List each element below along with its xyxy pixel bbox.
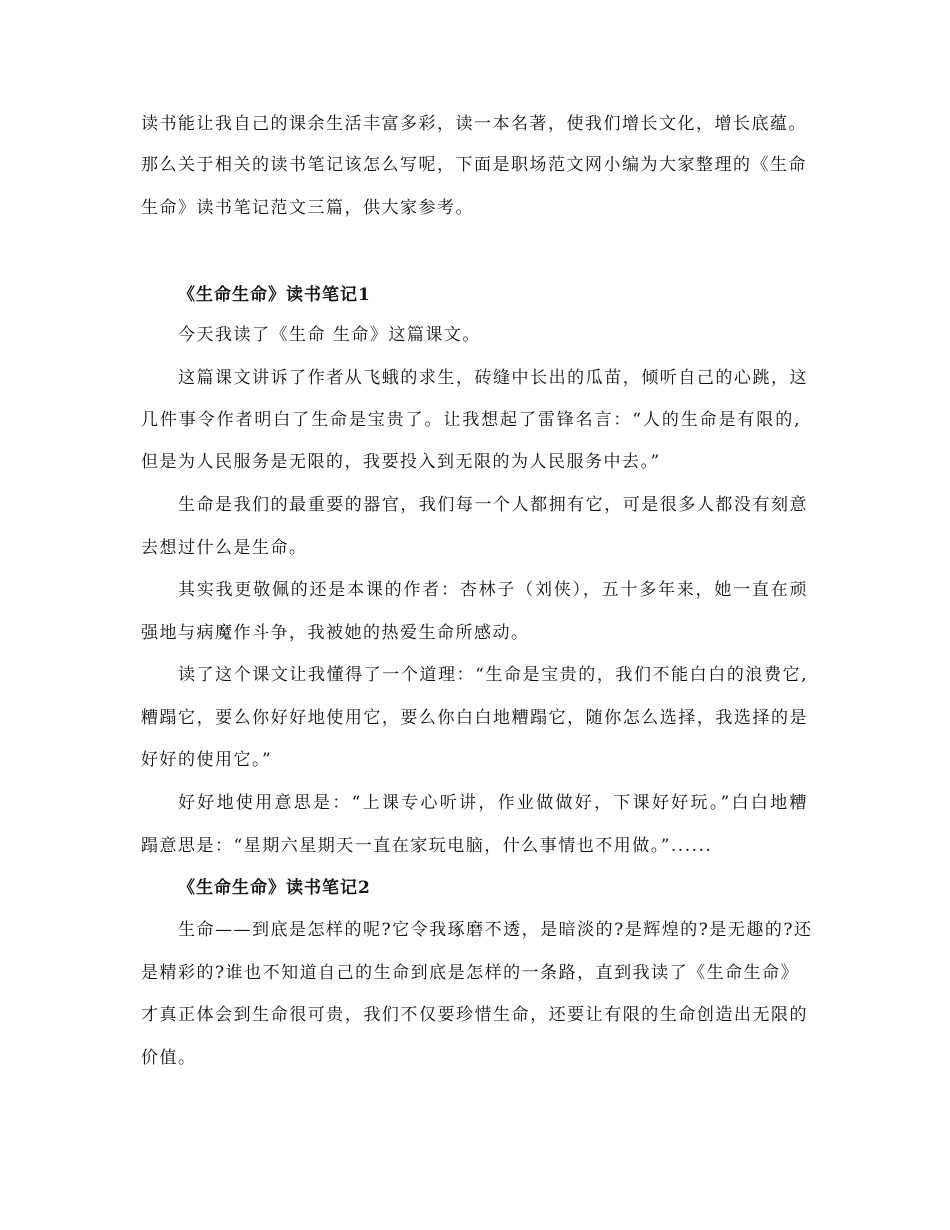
intro-line-2: 那么关于相关的读书笔记该怎么写呢，下面是职场范文网小编为大家整理的《生命 [141, 155, 807, 175]
intro-line-3: 生命》读书笔记范文三篇，供大家参考。 [141, 198, 474, 218]
section-1-title: 《生命生命》读书笔记1 [178, 285, 371, 305]
section-1-line-5: 生命是我们的最重要的器官，我们每一个人都拥有它，可是很多人都没有刻意 [178, 495, 808, 515]
section-1-line-1: 今天我读了《生命 生命》这篇课文。 [178, 325, 481, 345]
section-2-line-2: 是精彩的?谁也不知道自己的生命到底是怎样的一条路，直到我读了《生命生命》 [141, 963, 800, 983]
section-1-line-10: 糟蹋它，要么你好好地使用它，要么你白白地糟蹋它，随你怎么选择，我选择的是 [141, 708, 808, 728]
section-2-title: 《生命生命》读书笔记2 [178, 878, 371, 898]
section-1-line-12: 好好地使用意思是：“上课专心听讲，作业做做好，下课好好玩。”白白地糟 [178, 793, 808, 813]
section-2-line-4: 价值。 [141, 1048, 197, 1068]
section-2-line-3: 才真正体会到生命很可贵，我们不仅要珍惜生命，还要让有限的生命创造出无限的 [141, 1005, 808, 1025]
section-1-line-6: 去想过什么是生命。 [141, 538, 308, 558]
section-1-line-3: 几件事令作者明白了生命是宝贵了。让我想起了雷锋名言：“人的生命是有限的, [141, 410, 801, 430]
section-1-line-2: 这篇课文讲诉了作者从飞蛾的求生，砖缝中长出的瓜苗，倾听自己的心跳，这 [178, 368, 808, 388]
section-1-line-9: 读了这个课文让我懂得了一个道理：“生命是宝贵的，我们不能白白的浪费它, [178, 665, 808, 685]
section-1-line-11: 好好的使用它。” [141, 750, 273, 770]
intro-line-1: 读书能让我自己的课余生活丰富多彩，读一本名著，使我们增长文化，增长底蕴。 [141, 114, 807, 134]
section-1-line-4: 但是为人民服务是无限的，我要投入到无限的为人民服务中去。” [141, 452, 661, 472]
section-1-line-13: 蹋意思是：“星期六星期天一直在家玩电脑，什么事情也不用做。”...... [141, 836, 713, 856]
section-1-line-8: 强地与病魔作斗争，我被她的热爱生命所感动。 [141, 623, 530, 643]
section-1-line-7: 其实我更敬佩的还是本课的作者：杏林子（刘侠），五十多年来，她一直在顽 [178, 580, 808, 600]
section-2-line-1: 生命——到底是怎样的呢?它令我琢磨不透，是暗淡的?是辉煌的?是无趣的?还 [178, 920, 813, 940]
